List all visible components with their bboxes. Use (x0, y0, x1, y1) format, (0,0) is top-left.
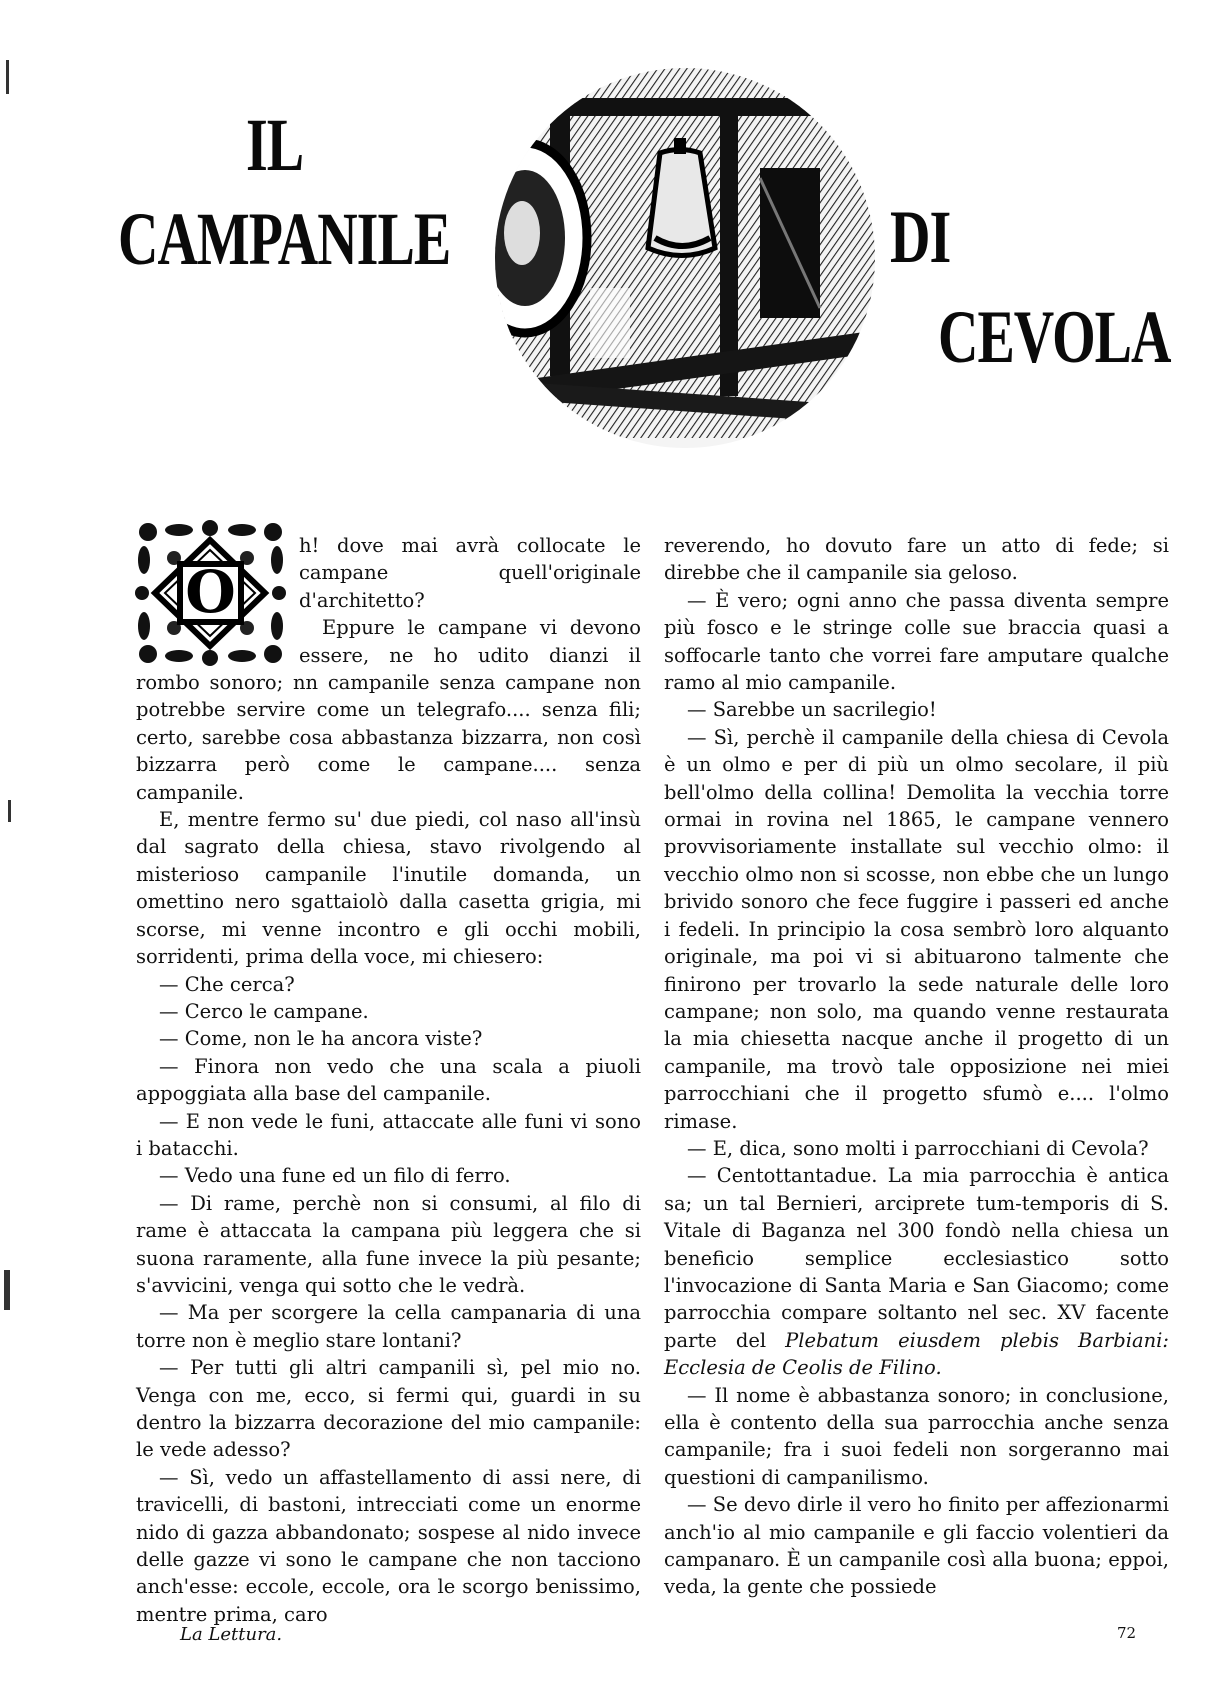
title-word-campanile: CAMPANILE (118, 197, 451, 282)
paragraph: — E, dica, sono molti i parrocchiani di Cevola? (687, 1136, 1149, 1160)
paragraph: h! dove mai avrà collocate le campane quell'originale d'architetto? (299, 534, 641, 612)
drop-cap-letter: O (185, 558, 236, 626)
margin-scan-mark (6, 60, 9, 94)
paragraph: — Sì, vedo un affastellamento di assi nere, di travicelli, di bastoni, intrecciati come un enorme nido di gazza abbandonato; sospese al nido invece delle gazze vi sono le campane che non tacciono anch'esse: eccole, eccole, ora le scorgo benissimo, mentre prima, caro (136, 1465, 641, 1626)
margin-scan-mark (8, 800, 11, 822)
paragraph: — Che cerca? (159, 972, 295, 996)
paragraph: — Sì, perchè il campanile della chiesa di Cevola è un olmo e per di più un olmo secolare, il più bell'olmo della collina! Demolita la vecchia torre ormai in rovina nel 1865, le campane vennero provvisoriamente installate sul vecchio olmo: il vecchio olmo non si scosse, non ebbe che un lungo brivido sonoro che fece fuggire i passeri ed anche i fedeli. In principio la cosa sembrò loro alquanto originale, ma poi vi si abituarono talmente che finirono per trovarlo la sede naturale delle loro campane; non solo, ma quando venne restaurata la mia chiesetta nacque anche il progetto di un campanile, ma trovò tale opposizione nei miei parrocchiani che il progetto sfumò e.... l'olmo rimase. (664, 725, 1169, 1133)
paragraph: — Il nome è abbastanza sonoro; in conclusione, ella è contento della sua parrocchia anche senza campanile; fra i suoi fedeli non sorgeranno mai questioni di campanilismo. (664, 1383, 1169, 1489)
title-word-il: IL (246, 103, 304, 188)
paragraph: E, mentre fermo su' due piedi, col naso all'insù dal sagrato della chiesa, stavo rivolgendo al misterioso campanile l'inutile domanda, un omettino nero sgattaiolò dalla casetta grigia, mi scorse, mi venne incontro e gli occhi mobili, sorridenti, prima della voce, mi chiesero: (136, 808, 641, 969)
paragraph: Eppure le campane vi devono essere, ne ho udito dianzi il rombo sonoro; nn campanile senza campane non potrebbe servire come un telegrafo.... senza fili; certo, sarebbe cosa abbastanza bizzarra, non così bizzarra però come le campane.... senza campanile. (136, 616, 641, 804)
paragraph-text: — Centottantadue. La mia parrocchia è antica sa; un tal Bernieri, arciprete tum-temporis di S. Vitale di Baganza nel 300 fondò nella chiesa un beneficio semplice ecclesiastico sotto l'invocazione di Santa Maria e San Giacomo; come parrocchia compare soltanto nel sec. XV facente parte del (664, 1164, 1169, 1352)
paragraph: — È vero; ogni anno che passa diventa sempre più fosco e le stringe colle sue braccia quasi a soffocarle tanto che vorrei fare amputare qualche ramo al mio campanile. (664, 588, 1169, 695)
paragraph: — Come, non le ha ancora viste? (159, 1027, 483, 1051)
article-column-left (136, 532, 641, 1628)
page-number: 72 (1117, 1624, 1137, 1642)
paragraph: — Di rame, perchè non si consumi, al filo di rame è attaccata la campana più leggera che si suona raramente, alla fune invece la più pesante; s'avvicini, venga qui sotto che le vedrà. (136, 1191, 641, 1297)
article-column-right (664, 532, 1169, 1601)
ornamental-drop-cap (134, 518, 287, 668)
paragraph: — Cerco le campane. (159, 999, 369, 1023)
paragraph: reverendo, ho dovuto fare un atto di fede; si direbbe che il campanile sia geloso. (664, 534, 1169, 585)
paragraph: — Ma per scorgere la cella campanaria di una torre non è meglio stare lontani? (136, 1301, 641, 1352)
latin-citation: Plebatum eiusdem plebis Barbiani: Ecclesia de Ceolis de Filino. (664, 1328, 1169, 1380)
paragraph: — Vedo una fune ed un filo di ferro. (159, 1164, 511, 1188)
title-word-di: DI (890, 195, 951, 280)
paragraph: — Se devo dirle il vero ho finito per affezionarmi anch'io al mio campanile e gli faccio volentieri da campanaro. È un campanile così alla buona; eppoi, veda, la gente che possiede (664, 1493, 1169, 1599)
publication-name: La Lettura. (180, 1624, 283, 1645)
paragraph: — Per tutti gli altri campanili sì, pel mio no. Venga con me, ecco, si fermi qui, guardi in su dentro la bizzarra decorazione del mio campanile: le vede adesso? (136, 1356, 641, 1462)
paragraph: — E non vede le funi, attaccate alle funi vi sono i batacchi. (136, 1109, 641, 1160)
paragraph: — Finora non vedo che una scala a piuoli appoggiata alla base del campanile. (136, 1054, 641, 1106)
paragraph: — Sarebbe un sacrilegio! (687, 698, 937, 722)
bell-tower-illustration (430, 58, 900, 458)
paragraph-with-citation (664, 1162, 1169, 1381)
title-word-cevola: CEVOLA (938, 295, 1171, 380)
margin-scan-mark (4, 1270, 10, 1310)
